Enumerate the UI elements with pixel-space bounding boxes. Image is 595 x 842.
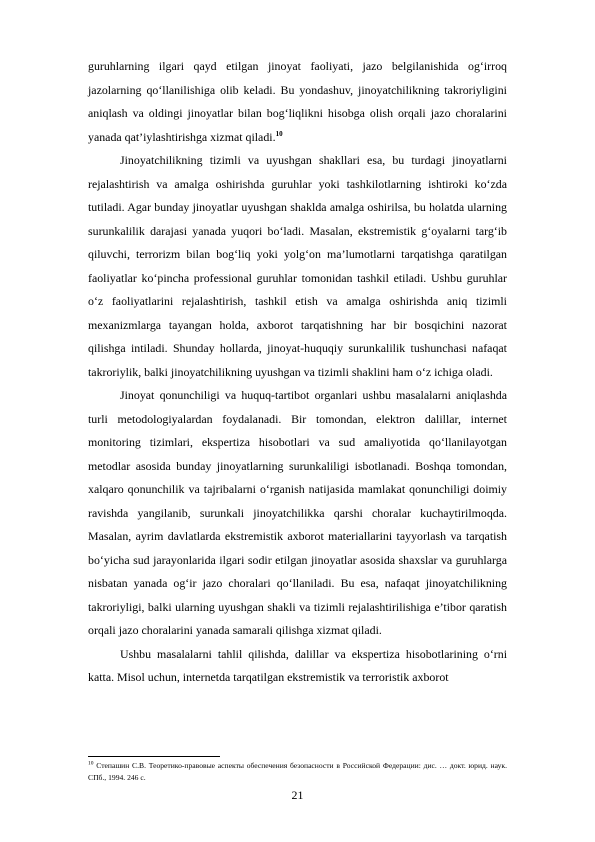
paragraph-1 <box>88 55 507 149</box>
footnote-divider <box>88 756 220 757</box>
footnote <box>88 760 507 783</box>
paragraph-3: Jinoyat qonunchiligi va huquq-tartibot organlari ushbu masalalarni aniqlashda turli metodologiyalardan foydalanadi. Bir tomondan, elektron dalillar, internet monitoring tizimlari, ekspertiza hisobotlari va sud amaliyotida qo‘llanilayotgan metodlar asosida bunday jinoyatlarning surunkaliligi isbotlanadi. Boshqa tomondan, xalqaro qonunchilik va tajribalarni o‘rganish natijasida mamlakat qonunchiligi doimiy ravishda yangilanib, surunkali jinoyatchilikka qarshi choralar kuchaytirilmoqda. Masalan, ayrim davlatlarda ekstremistik axborot materiallarini tayyorlash va tarqatish bo‘yicha sud jarayonlarida ilgari sodir etilgan jinoyatlar asosida shaxslar va guruhlarga nisbatan yanada og‘ir jazo choralari qo‘llaniladi. Bu esa, nafaqat jinoyatchilikning takroriyligi, balki ularning uyushgan shakli va tizimli rejalashtirilishiga e’tibor qaratish orqali jazo choralarini yanada samarali qilishga xizmat qiladi. <box>88 388 507 637</box>
page-body <box>88 55 507 690</box>
footnote-reference: 10 <box>275 129 283 138</box>
footnote-number: 10 <box>88 760 94 767</box>
paragraph-4: Ushbu masalalarni tahlil qilishda, dalillar va ekspertiza hisobotlarining o‘rni katta. Misol uchun, internetda tarqatilgan ekstremistik va terroristik axborot <box>88 646 507 684</box>
paragraph-1-text: guruhlarning ilgari qayd etilgan jinoyat faoliyati, jazo belgilanishida og‘irroq jazolarning qo‘llanilishiga olib keladi. Bu yondashuv, jinoyatchilikning takroriyligini aniqlash va oldingi jinoyatlar bilan bog‘liqlikni hisobga olish orqali jazo choralarini yanada qat’iylashtirishga xizmat qiladi. <box>88 59 507 144</box>
paragraph-2: Jinoyatchilikning tizimli va uyushgan shakllari esa, bu turdagi jinoyatlarni rejalashtirish va amalga oshirishda guruhlar yoki tashkilotlarning ishtiroki ko‘zda tutiladi. Agar bunday jinoyatlar uyushgan shaklda amalga oshirilsa, bu holatda ularning surunkalilik darajasi yanada yuqori bo‘ladi. Masalan, ekstremistik g‘oyalarni targ‘ib qiluvchi, terrorizm bilan bog‘liq yoki yolg‘on ma’lumotlarni tarqatishga qaratilgan faoliyatlar ko‘pincha professional guruhlar tomonidan tashkil etiladi. Ushbu guruhlar o‘z faoliyatlarini rejalashtirish, tashkil etish va amalga oshirishda aniq tizimli mexanizmlarga tayangan holda, axborot tarqatishning har bir bosqichini nazorat qilishga intiladi. Shunday hollarda, jinoyat-huquqiy surunkalilik tushunchasi nafaqat takroriylik, balki jinoyatchilikning uyushgan va tizimli shaklini ham o‘z ichiga oladi. <box>88 153 507 379</box>
page-number: 21 <box>291 788 304 802</box>
footnote-text: Степашин С.В. Теоретико-правовые аспекты обеспечения безопасности в Российской Федерации: дис. … докт. юрид. наук. СПб., 1994. 246 с. <box>88 761 507 782</box>
